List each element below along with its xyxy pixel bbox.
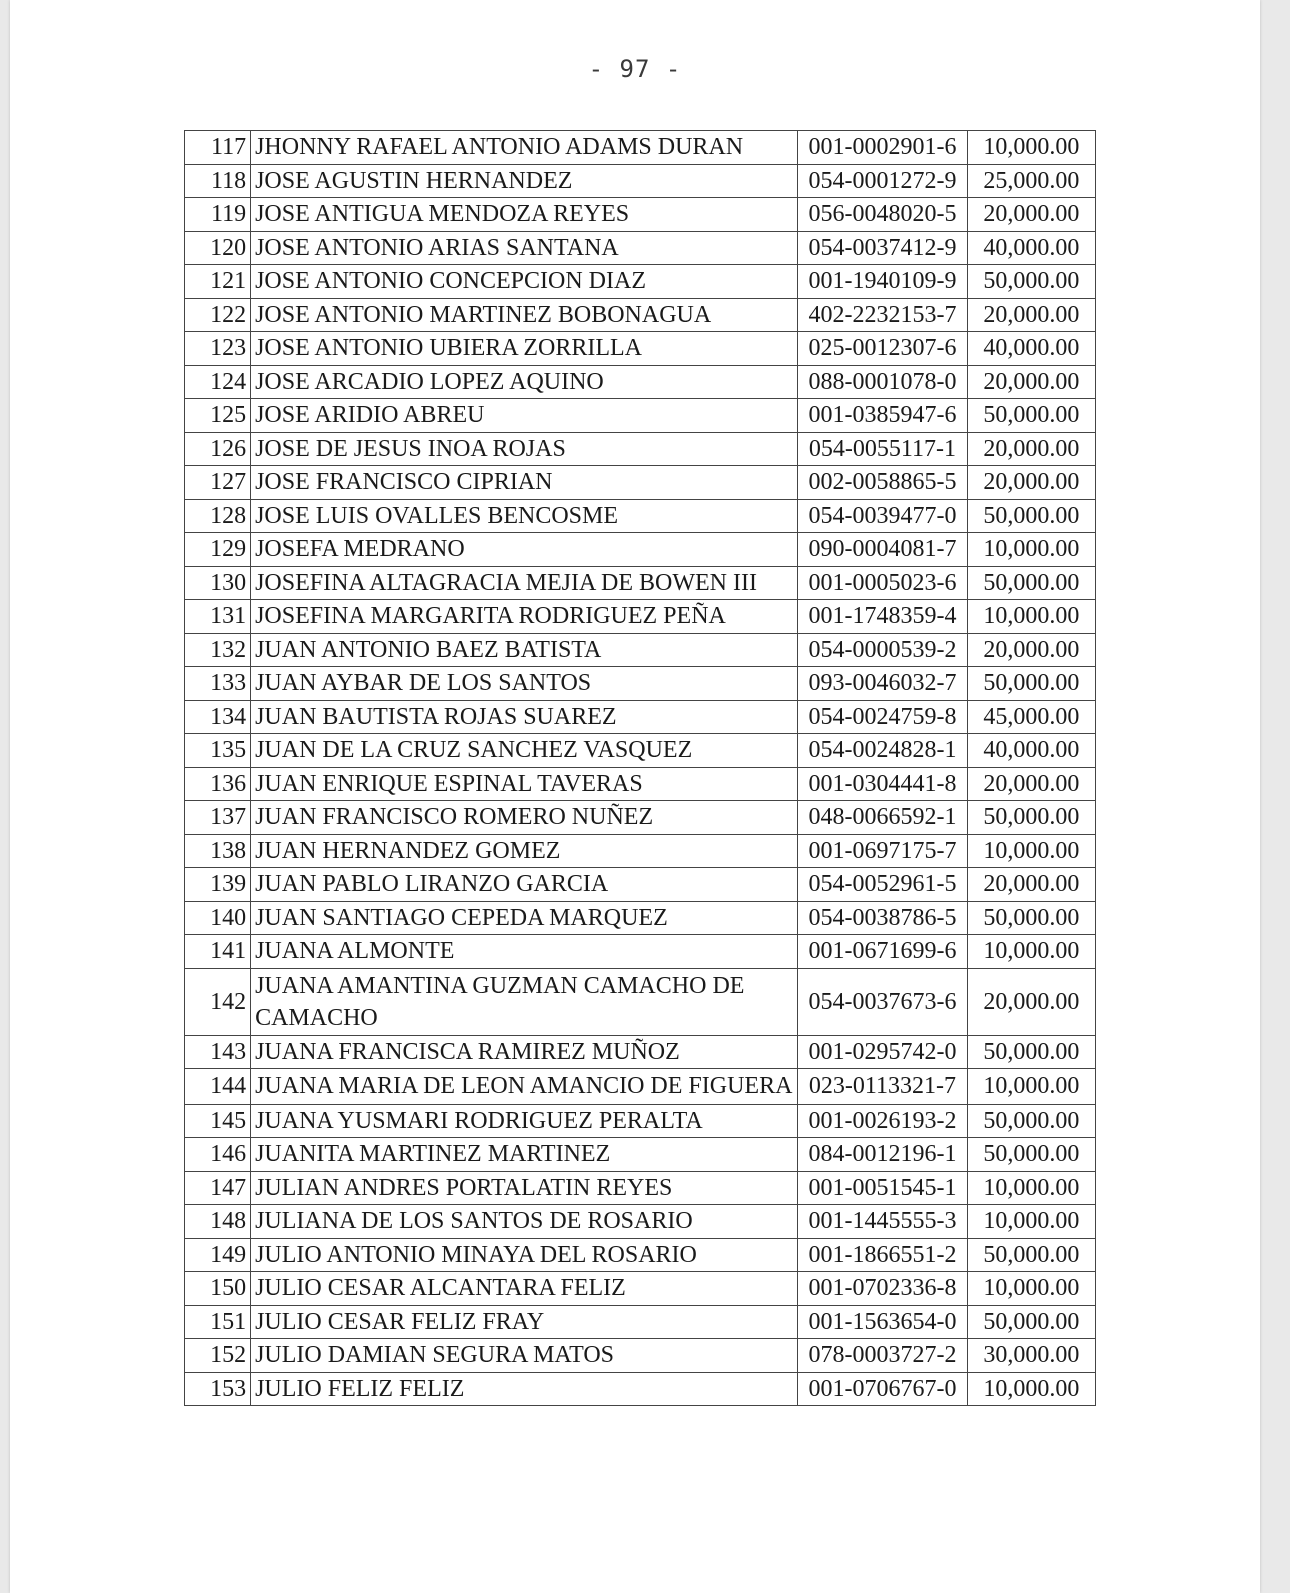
name-cell: JUANA YUSMARI RODRIGUEZ PERALTA	[251, 1104, 798, 1138]
row-number-cell: 151	[185, 1305, 251, 1339]
name-cell: JOSE ANTIGUA MENDOZA REYES	[251, 198, 798, 232]
row-number-cell: 153	[185, 1372, 251, 1406]
cedula-cell: 054-0038786-5	[798, 901, 968, 935]
amount-cell: 50,000.00	[967, 499, 1095, 533]
cedula-cell: 001-0026193-2	[798, 1104, 968, 1138]
row-number-cell: 121	[185, 265, 251, 299]
row-number-cell: 117	[185, 131, 251, 165]
amount-cell: 10,000.00	[967, 1372, 1095, 1406]
row-number-cell: 146	[185, 1138, 251, 1172]
cedula-cell: 054-0052961-5	[798, 868, 968, 902]
name-cell: JOSE ARIDIO ABREU	[251, 399, 798, 433]
cedula-cell: 056-0048020-5	[798, 198, 968, 232]
row-number-cell: 130	[185, 566, 251, 600]
cedula-cell: 002-0058865-5	[798, 466, 968, 500]
table-row	[185, 968, 1096, 1035]
amount-cell: 20,000.00	[967, 365, 1095, 399]
name-cell: JULIO ANTONIO MINAYA DEL ROSARIO	[251, 1238, 798, 1272]
row-number-cell: 118	[185, 164, 251, 198]
table-row	[185, 868, 1096, 902]
name-cell: JUAN FRANCISCO ROMERO NUÑEZ	[251, 801, 798, 835]
row-number-cell: 131	[185, 600, 251, 634]
name-cell: JULIO CESAR ALCANTARA FELIZ	[251, 1272, 798, 1306]
table-row	[185, 466, 1096, 500]
amount-cell: 10,000.00	[967, 1171, 1095, 1205]
cedula-cell: 001-0002901-6	[798, 131, 968, 165]
row-number-cell: 150	[185, 1272, 251, 1306]
table-row	[185, 1372, 1096, 1406]
table-row	[185, 533, 1096, 567]
cedula-cell: 090-0004081-7	[798, 533, 968, 567]
table-row	[185, 1205, 1096, 1239]
amount-cell: 20,000.00	[967, 968, 1095, 1035]
amount-cell: 20,000.00	[967, 298, 1095, 332]
cedula-cell: 093-0046032-7	[798, 667, 968, 701]
name-cell: JOSE LUIS OVALLES BENCOSME	[251, 499, 798, 533]
row-number-cell: 128	[185, 499, 251, 533]
amount-cell: 50,000.00	[967, 1035, 1095, 1069]
amount-cell: 50,000.00	[967, 265, 1095, 299]
name-cell: JOSEFINA ALTAGRACIA MEJIA DE BOWEN III	[251, 566, 798, 600]
amount-cell: 50,000.00	[967, 399, 1095, 433]
name-cell: JUAN ANTONIO BAEZ BATISTA	[251, 633, 798, 667]
name-cell: JOSE ARCADIO LOPEZ AQUINO	[251, 365, 798, 399]
amount-cell: 40,000.00	[967, 332, 1095, 366]
amount-cell: 10,000.00	[967, 600, 1095, 634]
table-row	[185, 633, 1096, 667]
name-cell: JUANITA MARTINEZ MARTINEZ	[251, 1138, 798, 1172]
cedula-cell: 001-0702336-8	[798, 1272, 968, 1306]
table-row	[185, 700, 1096, 734]
cedula-cell: 088-0001078-0	[798, 365, 968, 399]
row-number-cell: 122	[185, 298, 251, 332]
amount-cell: 10,000.00	[967, 533, 1095, 567]
row-number-cell: 143	[185, 1035, 251, 1069]
name-cell: JOSE DE JESUS INOA ROJAS	[251, 432, 798, 466]
name-cell: JOSE ANTONIO UBIERA ZORRILLA	[251, 332, 798, 366]
row-number-cell: 119	[185, 198, 251, 232]
table-row	[185, 834, 1096, 868]
row-number-cell: 124	[185, 365, 251, 399]
amount-cell: 10,000.00	[967, 834, 1095, 868]
row-number-cell: 136	[185, 767, 251, 801]
row-number-cell: 137	[185, 801, 251, 835]
table-row	[185, 231, 1096, 265]
amount-cell: 40,000.00	[967, 231, 1095, 265]
cedula-cell: 054-0037673-6	[798, 968, 968, 1035]
cedula-cell: 001-0005023-6	[798, 566, 968, 600]
cedula-cell: 054-0001272-9	[798, 164, 968, 198]
name-cell: JUAN SANTIAGO CEPEDA MARQUEZ	[251, 901, 798, 935]
name-cell: JUAN ENRIQUE ESPINAL TAVERAS	[251, 767, 798, 801]
cedula-cell: 001-0706767-0	[798, 1372, 968, 1406]
row-number-cell: 149	[185, 1238, 251, 1272]
cedula-cell: 001-1940109-9	[798, 265, 968, 299]
table-row	[185, 667, 1096, 701]
cedula-cell: 402-2232153-7	[798, 298, 968, 332]
cedula-cell: 084-0012196-1	[798, 1138, 968, 1172]
name-cell: JOSE FRANCISCO CIPRIAN	[251, 466, 798, 500]
cedula-cell: 054-0039477-0	[798, 499, 968, 533]
amount-cell: 20,000.00	[967, 466, 1095, 500]
amount-cell: 25,000.00	[967, 164, 1095, 198]
amount-cell: 10,000.00	[967, 131, 1095, 165]
table-row	[185, 901, 1096, 935]
table-row	[185, 499, 1096, 533]
amount-cell: 10,000.00	[967, 1205, 1095, 1239]
amount-cell: 50,000.00	[967, 1238, 1095, 1272]
row-number-cell: 139	[185, 868, 251, 902]
amount-cell: 50,000.00	[967, 566, 1095, 600]
name-cell: JOSEFINA MARGARITA RODRIGUEZ PEÑA	[251, 600, 798, 634]
table-row	[185, 365, 1096, 399]
amount-cell: 50,000.00	[967, 901, 1095, 935]
row-number-cell: 145	[185, 1104, 251, 1138]
amount-cell: 20,000.00	[967, 767, 1095, 801]
name-cell: JUAN DE LA CRUZ SANCHEZ VASQUEZ	[251, 734, 798, 768]
table-row	[185, 164, 1096, 198]
name-cell: JULIO FELIZ FELIZ	[251, 1372, 798, 1406]
row-number-cell: 140	[185, 901, 251, 935]
row-number-cell: 138	[185, 834, 251, 868]
table-row	[185, 432, 1096, 466]
page-number: - 97 -	[588, 55, 682, 83]
cedula-cell: 054-0000539-2	[798, 633, 968, 667]
table-row	[185, 1069, 1096, 1105]
name-cell: JOSEFA MEDRANO	[251, 533, 798, 567]
name-cell: JULIAN ANDRES PORTALATIN REYES	[251, 1171, 798, 1205]
cedula-cell: 001-0671699-6	[798, 935, 968, 969]
amount-cell: 10,000.00	[967, 1069, 1095, 1105]
row-number-cell: 120	[185, 231, 251, 265]
name-cell: JUANA ALMONTE	[251, 935, 798, 969]
name-cell: JULIO DAMIAN SEGURA MATOS	[251, 1339, 798, 1373]
name-cell: JUANA MARIA DE LEON AMANCIO DE FIGUERA	[251, 1069, 798, 1105]
row-number-cell: 134	[185, 700, 251, 734]
table-row	[185, 767, 1096, 801]
amount-cell: 45,000.00	[967, 700, 1095, 734]
name-cell: JOSE ANTONIO ARIAS SANTANA	[251, 231, 798, 265]
cedula-cell: 001-0385947-6	[798, 399, 968, 433]
row-number-cell: 147	[185, 1171, 251, 1205]
cedula-cell: 023-0113321-7	[798, 1069, 968, 1105]
table-row	[185, 935, 1096, 969]
table-row	[185, 801, 1096, 835]
amount-cell: 30,000.00	[967, 1339, 1095, 1373]
cedula-cell: 078-0003727-2	[798, 1339, 968, 1373]
cedula-cell: 054-0037412-9	[798, 231, 968, 265]
amount-cell: 50,000.00	[967, 667, 1095, 701]
row-number-cell: 129	[185, 533, 251, 567]
row-number-cell: 141	[185, 935, 251, 969]
amount-cell: 20,000.00	[967, 432, 1095, 466]
row-number-cell: 126	[185, 432, 251, 466]
name-cell: JUAN HERNANDEZ GOMEZ	[251, 834, 798, 868]
beneficiary-table-body	[185, 131, 1096, 1406]
row-number-cell: 135	[185, 734, 251, 768]
name-cell: JUAN BAUTISTA ROJAS SUAREZ	[251, 700, 798, 734]
row-number-cell: 125	[185, 399, 251, 433]
table-row	[185, 332, 1096, 366]
amount-cell: 50,000.00	[967, 1138, 1095, 1172]
cedula-cell: 001-1866551-2	[798, 1238, 968, 1272]
table-row	[185, 1272, 1096, 1306]
cedula-cell: 001-0697175-7	[798, 834, 968, 868]
table-row	[185, 1238, 1096, 1272]
cedula-cell: 054-0055117-1	[798, 432, 968, 466]
row-number-cell: 133	[185, 667, 251, 701]
table-row	[185, 131, 1096, 165]
table-row	[185, 600, 1096, 634]
amount-cell: 10,000.00	[967, 1272, 1095, 1306]
cedula-cell: 001-0051545-1	[798, 1171, 968, 1205]
row-number-cell: 123	[185, 332, 251, 366]
table-row	[185, 399, 1096, 433]
table-row	[185, 1138, 1096, 1172]
amount-cell: 40,000.00	[967, 734, 1095, 768]
row-number-cell: 144	[185, 1069, 251, 1105]
name-cell: JULIANA DE LOS SANTOS DE ROSARIO	[251, 1205, 798, 1239]
table-row	[185, 298, 1096, 332]
name-cell: JHONNY RAFAEL ANTONIO ADAMS DURAN	[251, 131, 798, 165]
table-row	[185, 1035, 1096, 1069]
table-row	[185, 1339, 1096, 1373]
amount-cell: 50,000.00	[967, 1104, 1095, 1138]
row-number-cell: 142	[185, 968, 251, 1035]
beneficiary-table	[184, 130, 1096, 1406]
row-number-cell: 148	[185, 1205, 251, 1239]
cedula-cell: 001-1445555-3	[798, 1205, 968, 1239]
cedula-cell: 048-0066592-1	[798, 801, 968, 835]
name-cell: JULIO CESAR FELIZ FRAY	[251, 1305, 798, 1339]
name-cell: JOSE ANTONIO CONCEPCION DIAZ	[251, 265, 798, 299]
row-number-cell: 132	[185, 633, 251, 667]
name-cell: JUAN PABLO LIRANZO GARCIA	[251, 868, 798, 902]
amount-cell: 20,000.00	[967, 868, 1095, 902]
cedula-cell: 054-0024828-1	[798, 734, 968, 768]
row-number-cell: 127	[185, 466, 251, 500]
amount-cell: 10,000.00	[967, 935, 1095, 969]
table-row	[185, 734, 1096, 768]
table-row	[185, 1171, 1096, 1205]
row-number-cell: 152	[185, 1339, 251, 1373]
amount-cell: 50,000.00	[967, 1305, 1095, 1339]
cedula-cell: 001-1748359-4	[798, 600, 968, 634]
name-cell: JUANA FRANCISCA RAMIREZ MUÑOZ	[251, 1035, 798, 1069]
cedula-cell: 001-1563654-0	[798, 1305, 968, 1339]
cedula-cell: 054-0024759-8	[798, 700, 968, 734]
amount-cell: 20,000.00	[967, 198, 1095, 232]
name-cell: JUAN AYBAR DE LOS SANTOS	[251, 667, 798, 701]
amount-cell: 20,000.00	[967, 633, 1095, 667]
table-row	[185, 265, 1096, 299]
name-cell: JOSE ANTONIO MARTINEZ BOBONAGUA	[251, 298, 798, 332]
cedula-cell: 001-0295742-0	[798, 1035, 968, 1069]
document-page	[10, 0, 1260, 1593]
amount-cell: 50,000.00	[967, 801, 1095, 835]
name-cell: JOSE AGUSTIN HERNANDEZ	[251, 164, 798, 198]
table-row	[185, 566, 1096, 600]
cedula-cell: 001-0304441-8	[798, 767, 968, 801]
cedula-cell: 025-0012307-6	[798, 332, 968, 366]
table-row	[185, 1305, 1096, 1339]
table-row	[185, 198, 1096, 232]
name-cell: JUANA AMANTINA GUZMAN CAMACHO DE CAMACHO	[251, 968, 798, 1035]
table-row	[185, 1104, 1096, 1138]
